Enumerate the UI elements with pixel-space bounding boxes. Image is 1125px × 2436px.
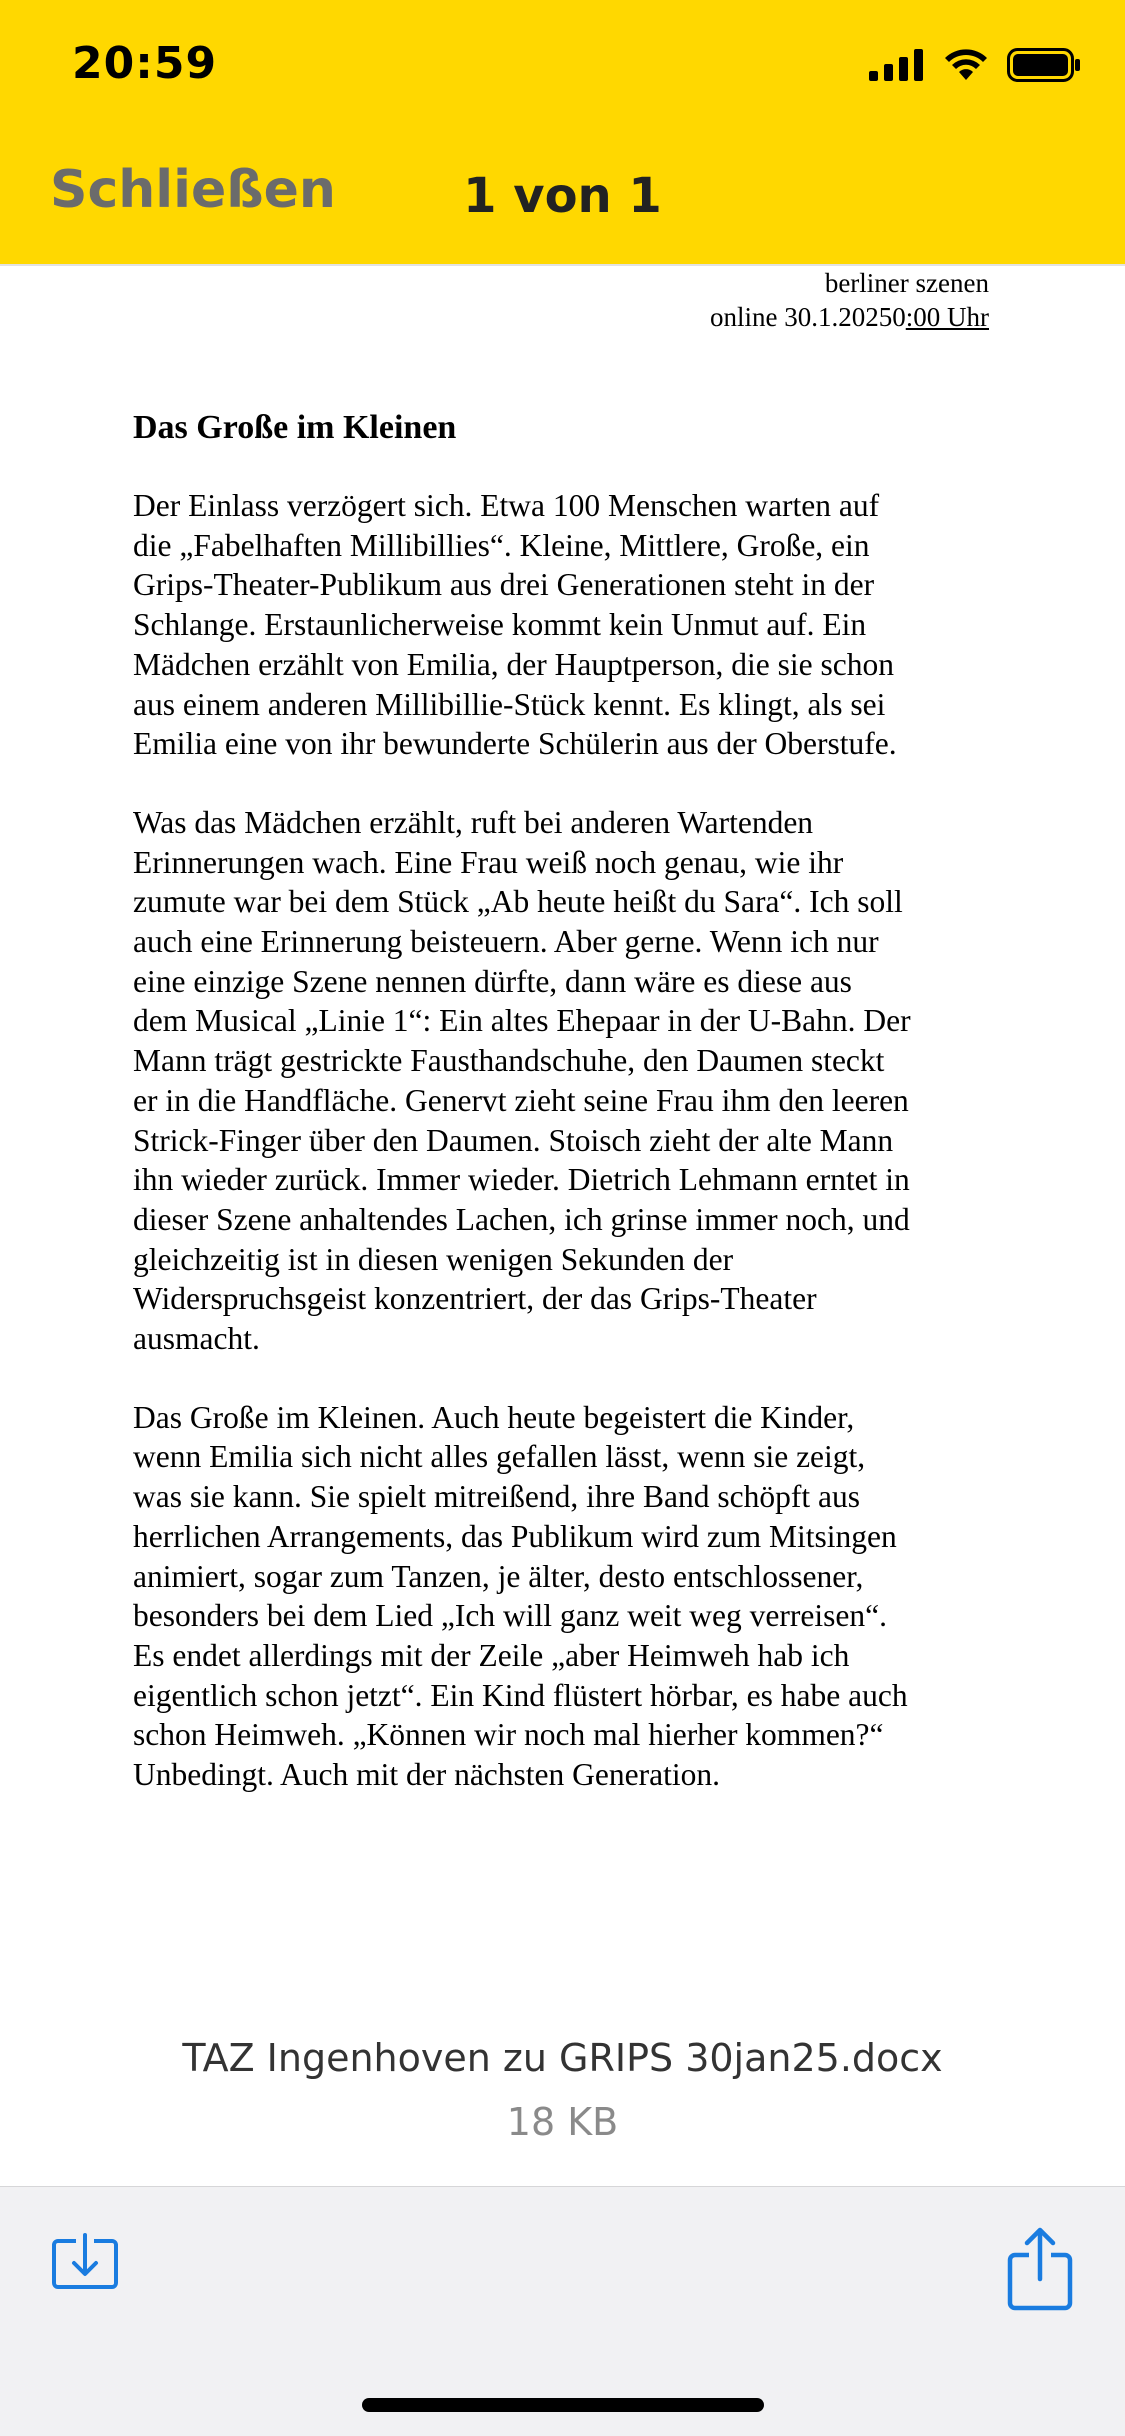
share-icon	[1005, 2225, 1075, 2313]
wifi-icon	[943, 48, 989, 82]
save-to-files-button[interactable]	[50, 2231, 120, 2291]
status-icons	[869, 48, 1081, 82]
meta-publish-date	[710, 300, 989, 334]
paragraph-1: Der Einlass verzögert sich. Etwa 100 Menschen warten auf die „Fabelhaften Millibillies“. Kleine, Mittlere, Große, ein Grips-Theater-Publikum aus drei Generationen steht in der Schlange. Erstaunlicherweise kommt kein Unmut auf. Ein Mädchen erzählt von Emilia, der Hauptperson, die sie schon aus einem anderen Millibillie-Stück kennt. Es klingt, als sei Emilia eine von ihr bewunderte Schülerin aus der Oberstufe.	[133, 488, 897, 762]
document-title: Das Große im Kleinen	[133, 409, 457, 446]
status-time: 20:59	[72, 38, 218, 89]
meta-date-text: online 30.1.20250	[710, 302, 906, 332]
cellular-signal-icon	[869, 49, 925, 81]
header-bar	[0, 0, 1125, 264]
file-name: TAZ Ingenhoven zu GRIPS 30jan25.docx	[182, 2036, 943, 2080]
share-button[interactable]	[1005, 2225, 1075, 2313]
paragraph-3: Das Große im Kleinen. Auch heute begeistert die Kinder, wenn Emilia sich nicht alles gefallen lässt, wenn sie zeigt, was sie kann. Sie spielt mitreißend, ihre Band schöpft aus herrlichen Arrangements, das Publikum wird zum Mitsingen animiert, sogar zum Tanzen, je älter, desto entschlossener, besonders bei dem Lied „Ich will ganz weit weg verreisen“. Es endet allerdings mit der Zeile „aber Heimweh hab ich eigentlich schon jetzt“. Ein Kind flüstert hörbar, es habe auch schon Heimweh. „Können wir noch mal hierher kommen?“ Unbedingt. Auch mit der nächsten Generation.	[133, 1399, 908, 1793]
document-meta	[710, 266, 989, 334]
file-size: 18 KB	[506, 2100, 619, 2144]
download-tray-icon	[50, 2231, 120, 2291]
document-preview[interactable]	[0, 266, 1125, 2006]
page-counter-title: 1 von 1	[463, 168, 662, 224]
home-indicator[interactable]	[362, 2398, 764, 2412]
battery-icon	[1007, 48, 1081, 82]
bottom-toolbar	[0, 2186, 1125, 2436]
meta-section-label: berliner szenen	[824, 268, 989, 298]
document-body	[133, 408, 913, 1834]
close-button[interactable]: Schließen	[50, 160, 336, 220]
paragraph-2: Was das Mädchen erzählt, ruft bei anderen Wartenden Erinnerungen wach. Eine Frau weiß noch genau, wie ihr zumute war bei dem Stück „Ab heute heißt du Sara“. Ich soll auch eine Erinnerung beisteuern. Aber gerne. Wenn ich nur eine einzige Szene nennen dürfte, dann wäre es diese aus dem Musical „Linie 1“: Ein altes Ehepaar in der U-Bahn. Der Mann trägt gestrickte Fausthandschuhe, den Daumen steckt er in die Handfläche. Genervt zieht seine Frau ihm den leeren Strick-Finger über den Daumen. Stoisch zieht der alte Mann ihn wieder zurück. Immer wieder. Dietrich Lehmann erntet in dieser Szene anhaltendes Lachen, ich grinse immer noch, und gleichzeitig ist in diesen wenigen Sekunden der Widerspruchsgeist konzentriert, der das Grips-Theater ausmacht.	[133, 804, 911, 1357]
meta-time-text: :00 Uhr	[905, 302, 989, 332]
